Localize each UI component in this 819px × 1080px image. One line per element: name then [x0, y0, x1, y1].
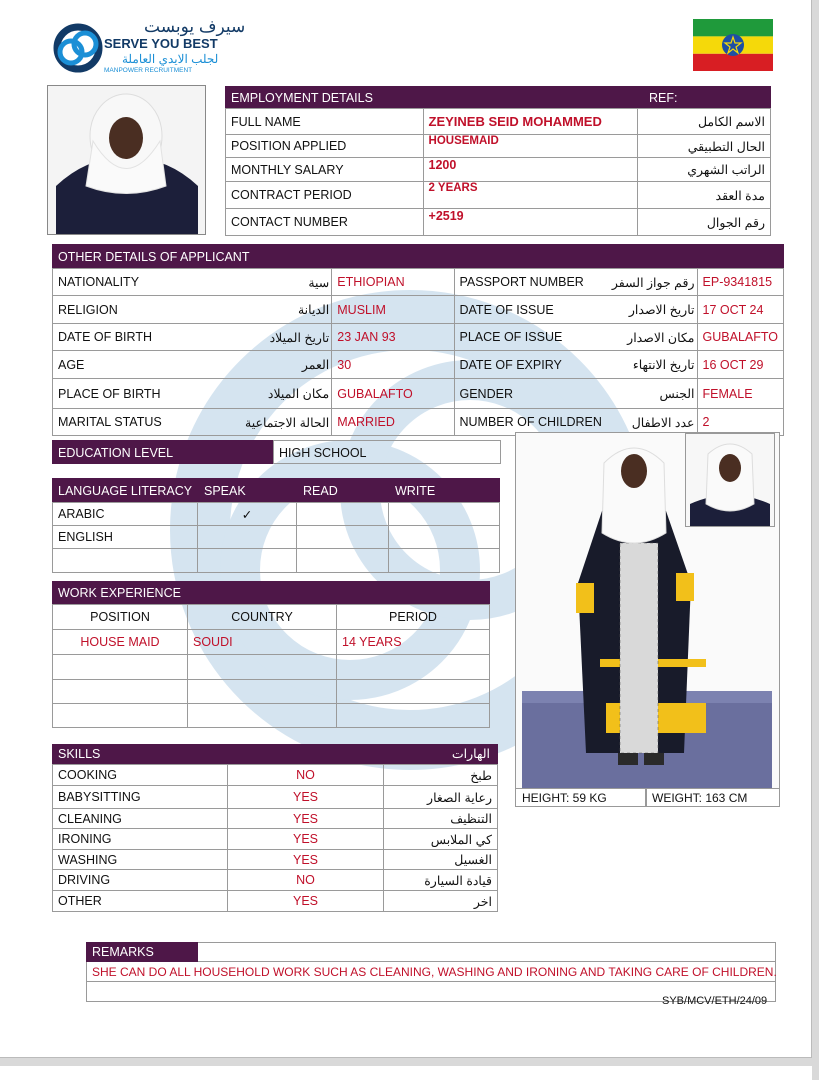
- applicant-side-photo: [685, 433, 775, 527]
- detail-value: MARRIED: [332, 409, 454, 436]
- height-value: HEIGHT: 59 KG: [522, 791, 607, 805]
- detail-label: AGE: [53, 351, 241, 379]
- remarks-title: REMARKS: [92, 945, 154, 959]
- detail-label: PLACE OF ISSUE: [454, 324, 607, 351]
- detail-label-ar: مكان الاصدار: [607, 324, 697, 351]
- detail-label-ar: الديانة: [240, 296, 332, 324]
- skills-header: [52, 744, 498, 764]
- detail-value: ETHIOPIAN: [332, 269, 454, 296]
- field-label: CONTRACT PERIOD: [226, 182, 424, 209]
- detail-value: MUSLIM: [332, 296, 454, 324]
- skill-value: YES: [228, 850, 384, 870]
- interlocking-rings-logo-icon: [52, 20, 104, 76]
- contract-value: 2 YEARS: [423, 182, 638, 209]
- field-label-ar: الحال التطبيقي: [638, 135, 771, 158]
- skills-title: SKILLS: [58, 747, 101, 761]
- work-period: 14 YEARS: [337, 630, 490, 655]
- employment-header: [225, 86, 771, 108]
- skill-name-ar: التنظيف: [384, 809, 498, 829]
- other-details-title: OTHER DETAILS OF APPLICANT: [58, 250, 250, 264]
- skill-name: IRONING: [53, 829, 228, 850]
- skill-name: COOKING: [53, 765, 228, 786]
- skill-row: [53, 870, 498, 891]
- employment-row: [226, 109, 771, 135]
- skill-name: WASHING: [53, 850, 228, 870]
- work-row: [53, 630, 490, 655]
- skill-name: OTHER: [53, 891, 228, 912]
- employment-row: [226, 182, 771, 209]
- logo-arabic-name: سيرف يوبست: [144, 17, 246, 36]
- field-label-ar: رقم الجوال: [638, 209, 771, 236]
- remarks-header: [86, 942, 198, 962]
- detail-value: 23 JAN 93: [332, 324, 454, 351]
- detail-label: DATE OF BIRTH: [53, 324, 241, 351]
- employment-title: EMPLOYMENT DETAILS: [231, 91, 373, 105]
- detail-label-ar: تاريخ الانتهاء: [607, 351, 697, 379]
- education-label: [52, 440, 273, 464]
- detail-label-ar: العمر: [240, 351, 332, 379]
- detail-label: NUMBER OF CHILDREN: [454, 409, 607, 436]
- skill-name: DRIVING: [53, 870, 228, 891]
- details-row: [53, 324, 784, 351]
- detail-value: 2: [697, 409, 783, 436]
- work-country: SOUDI: [188, 630, 337, 655]
- logo-english-sub: MANPOWER RECRUITMENT: [104, 67, 193, 74]
- ethiopia-flag-icon: [693, 19, 773, 71]
- detail-value: 30: [332, 351, 454, 379]
- detail-label: RELIGION: [53, 296, 241, 324]
- work-table: [52, 604, 490, 728]
- language-speak: [198, 526, 297, 549]
- language-col-name: LANGUAGE LITERACY: [58, 484, 193, 498]
- language-name: ENGLISH: [53, 526, 198, 549]
- field-label: POSITION APPLIED: [226, 135, 424, 158]
- next-page-strip: [0, 1066, 812, 1080]
- language-row: [53, 526, 500, 549]
- detail-label-ar: سية: [240, 269, 332, 296]
- detail-value: 17 OCT 24: [697, 296, 783, 324]
- skills-table: [52, 764, 498, 912]
- details-row: [53, 296, 784, 324]
- detail-value: GUBALAFTO: [697, 324, 783, 351]
- detail-label: NATIONALITY: [53, 269, 241, 296]
- field-label-ar: مدة العقد: [638, 182, 771, 209]
- full-name-value: ZEYINEB SEID MOHAMMED: [423, 109, 638, 135]
- skill-name-ar: رعاية الصغار: [384, 786, 498, 809]
- skill-value: NO: [228, 870, 384, 891]
- language-write: [389, 526, 500, 549]
- skills-title-ar: الهارات: [451, 747, 490, 761]
- education-label-text: EDUCATION LEVEL: [58, 446, 174, 460]
- detail-label-ar: عدد الاطفال: [607, 409, 697, 436]
- remarks-text: SHE CAN DO ALL HOUSEHOLD WORK SUCH AS CLEANING, WASHING AND IRONING AND TAKING CARE OF CHILDREN.: [92, 965, 777, 979]
- detail-label: DATE OF ISSUE: [454, 296, 607, 324]
- details-row: [53, 351, 784, 379]
- language-row: [53, 503, 500, 526]
- logo-english-name: SERVE YOU BEST: [104, 36, 218, 51]
- field-label-ar: الراتب الشهري: [638, 158, 771, 182]
- other-details-table: [52, 268, 784, 436]
- language-write: [389, 503, 500, 526]
- field-label: FULL NAME: [226, 109, 424, 135]
- detail-label-ar: الجنس: [607, 379, 697, 409]
- skill-row: [53, 850, 498, 870]
- applicant-portrait-photo: [47, 85, 206, 235]
- field-label-ar: الاسم الكامل: [638, 109, 771, 135]
- skill-name-ar: طبخ: [384, 765, 498, 786]
- reference-code: SYB/MCV/ETH/24/09: [662, 995, 768, 1007]
- skill-value: YES: [228, 829, 384, 850]
- other-details-header: [52, 244, 784, 268]
- detail-label: PLACE OF BIRTH: [53, 379, 241, 409]
- salary-value: 1200: [423, 158, 638, 182]
- detail-value: FEMALE: [697, 379, 783, 409]
- language-col-write: WRITE: [395, 484, 436, 498]
- details-row: [53, 379, 784, 409]
- language-row: [53, 549, 500, 573]
- ref-label: REF:: [649, 91, 678, 105]
- field-label: CONTACT NUMBER: [226, 209, 424, 236]
- language-header: [52, 478, 500, 502]
- employment-row: [226, 158, 771, 182]
- work-title: WORK EXPERIENCE: [58, 586, 181, 600]
- skill-value: YES: [228, 891, 384, 912]
- contact-value: +2519: [423, 209, 638, 236]
- detail-label: PASSPORT NUMBER: [454, 269, 607, 296]
- detail-label-ar: رقم جواز السفر: [607, 269, 697, 296]
- detail-label-ar: مكان الميلاد: [240, 379, 332, 409]
- company-logo: [52, 17, 246, 78]
- education-value-box: [273, 440, 501, 464]
- position-value: HOUSEMAID: [423, 135, 638, 158]
- education-value: HIGH SCHOOL: [279, 446, 367, 460]
- language-read: [297, 503, 389, 526]
- details-row: [53, 269, 784, 296]
- work-col-country: COUNTRY: [188, 605, 337, 630]
- work-col-position: POSITION: [53, 605, 188, 630]
- height-box: [515, 788, 646, 807]
- language-table: [52, 502, 500, 573]
- skill-value: YES: [228, 809, 384, 829]
- work-header-row: [53, 605, 490, 630]
- skill-row: [53, 786, 498, 809]
- skill-row: [53, 809, 498, 829]
- logo-arabic-sub: لجلب الايدي العاملة: [122, 52, 219, 66]
- language-name: ARABIC: [53, 503, 198, 526]
- detail-label: GENDER: [454, 379, 607, 409]
- weight-value: WEIGHT: 163 CM: [652, 791, 748, 805]
- work-header: [52, 581, 490, 604]
- language-speak: ✓: [198, 503, 297, 526]
- skill-row: [53, 891, 498, 912]
- language-col-speak: SPEAK: [204, 484, 246, 498]
- detail-label-ar: الحالة الاجتماعية: [240, 409, 332, 436]
- field-label: MONTHLY SALARY: [226, 158, 424, 182]
- employment-row: [226, 209, 771, 236]
- skill-name-ar: اخر: [384, 891, 498, 912]
- employment-row: [226, 135, 771, 158]
- language-col-read: READ: [303, 484, 338, 498]
- detail-label-ar: تاريخ الاصدار: [607, 296, 697, 324]
- skill-row: [53, 765, 498, 786]
- work-position: HOUSE MAID: [53, 630, 188, 655]
- skill-name-ar: قيادة السيارة: [384, 870, 498, 891]
- remarks-top-line: [198, 942, 776, 962]
- language-read: [297, 526, 389, 549]
- skill-value: NO: [228, 765, 384, 786]
- skill-row: [53, 829, 498, 850]
- detail-label-ar: تاريخ الميلاد: [240, 324, 332, 351]
- skill-name-ar: كي الملابس: [384, 829, 498, 850]
- detail-value: EP-9341815: [697, 269, 783, 296]
- work-col-period: PERIOD: [337, 605, 490, 630]
- detail-label: DATE OF EXPIRY: [454, 351, 607, 379]
- skill-name-ar: الغسيل: [384, 850, 498, 870]
- weight-box: [646, 788, 780, 807]
- employment-table: [225, 108, 771, 236]
- detail-value: GUBALAFTO: [332, 379, 454, 409]
- skill-name: CLEANING: [53, 809, 228, 829]
- detail-value: 16 OCT 29: [697, 351, 783, 379]
- skill-name: BABYSITTING: [53, 786, 228, 809]
- detail-label: MARITAL STATUS: [53, 409, 241, 436]
- skill-value: YES: [228, 786, 384, 809]
